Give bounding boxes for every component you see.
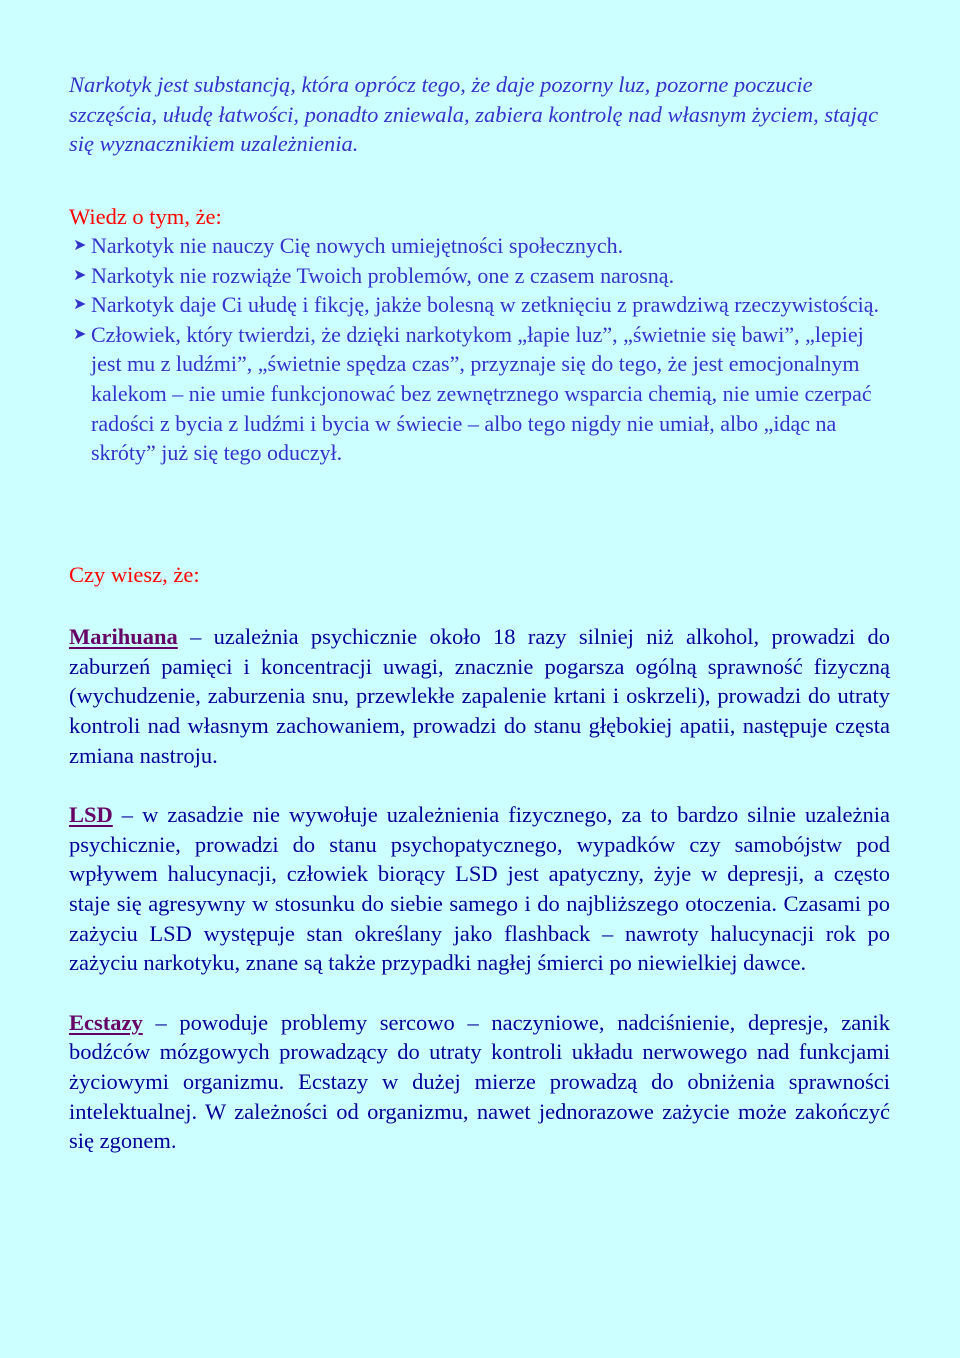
drug-paragraph-ecstazy [69,1008,890,1156]
arrowhead-right-icon: ➤ [73,237,87,254]
list-item [69,231,890,261]
list-item-text: Narkotyk daje Ci ułudę i fikcję, jakże bolesną w zetknięciu z prawdziwą rzeczywistością. [91,292,880,318]
drug-description: – uzależnia psychicznie około 18 razy silniej niż alkohol, prowadzi do zaburzeń pamięci i koncentracji uwagi, znacznie pogarsza ogólną sprawność fizyczną (wychudzenie, zaburzenia snu, przewlekłe zapalenie krtani i oskrzeli), prowadzi do utraty kontroli nad własnym zachowaniem, prowadzi do stanu głębokiej apatii, następuje częsta zmiana nastroju. [69,624,890,768]
drug-paragraph-marihuana [69,622,890,770]
drug-name: Ecstazy [69,1009,143,1035]
arrowhead-right-icon: ➤ [73,296,87,314]
drug-name: LSD [69,802,113,828]
list-item [69,290,890,320]
list-item-text: Człowiek, który twierdzi, że dzięki narkotykom „łapie luz”, „świetnie się bawi”, „lepiej jest mu z ludźmi”, „świetnie spędza czas”, przyznaje się do tego, że jest emocjonalnym kalekom – nie umie funkcjonować bez zewnętrznego wsparcia chemią, nie umie czerpać radości z bycia z ludźmi i bycia w świecie – albo tego nigdy nie umiał, albo „idąc na skróty” już się tego oduczył. [91,321,872,466]
list-item [69,320,890,468]
intro-paragraph: Narkotyk jest substancją, która oprócz tego, że daje pozorny luz, pozorne poczucie szczęścia, ułudę łatwości, ponadto zniewala, zabiera kontrolę nad własnym życiem, stając się wyznacznikiem uzależnienia. [69,72,879,156]
list-item-text: Narkotyk nie nauczy Cię nowych umiejętności społecznych. [91,233,624,258]
list-item-text: Narkotyk nie rozwiąże Twoich problemów, one z czasem narosną. [91,262,675,288]
list-item [69,261,890,291]
arrowhead-right-icon: ➤ [73,266,87,284]
arrowhead-right-icon: ➤ [73,325,87,343]
section-heading-czy-wiesz: Czy wiesz, że: [69,561,200,587]
drug-paragraph-lsd [69,800,890,978]
facts-list [69,231,890,468]
drug-description: – w zasadzie nie wywołuje uzależnienia fizycznego, za to bardzo silnie uzależnia psychicznie, prowadzi do stanu psychopatycznego, wypadków czy samobójstw pod wpływem halucynacji, człowiek biorący LSD jest apatyczny, żyje w depresji, a często staje się agresywny w stosunku do siebie samego i do najbliższego otoczenia. Czasami po zażyciu LSD występuje stan określany jako flashback – nawroty halucynacji rok po zażyciu narkotyku, znane są także przypadki nagłej śmierci po niewielkiej dawce. [69,802,890,976]
drug-description: – powoduje problemy sercowo – naczyniowe, nadciśnienie, depresje, zanik bodźców mózgowych prowadzący do utraty kontroli układu nerwowego nad funkcjami życiowymi organizmu. Ecstazy w dużej mierze prowadzą do obniżenia sprawności intelektualnej. W zależności od organizmu, nawet jednorazowe zażycie może zakończyć się zgonem. [69,1009,890,1154]
section-heading-wiedz: Wiedz o tym, że: [69,203,222,229]
drug-name: Marihuana [69,624,178,650]
